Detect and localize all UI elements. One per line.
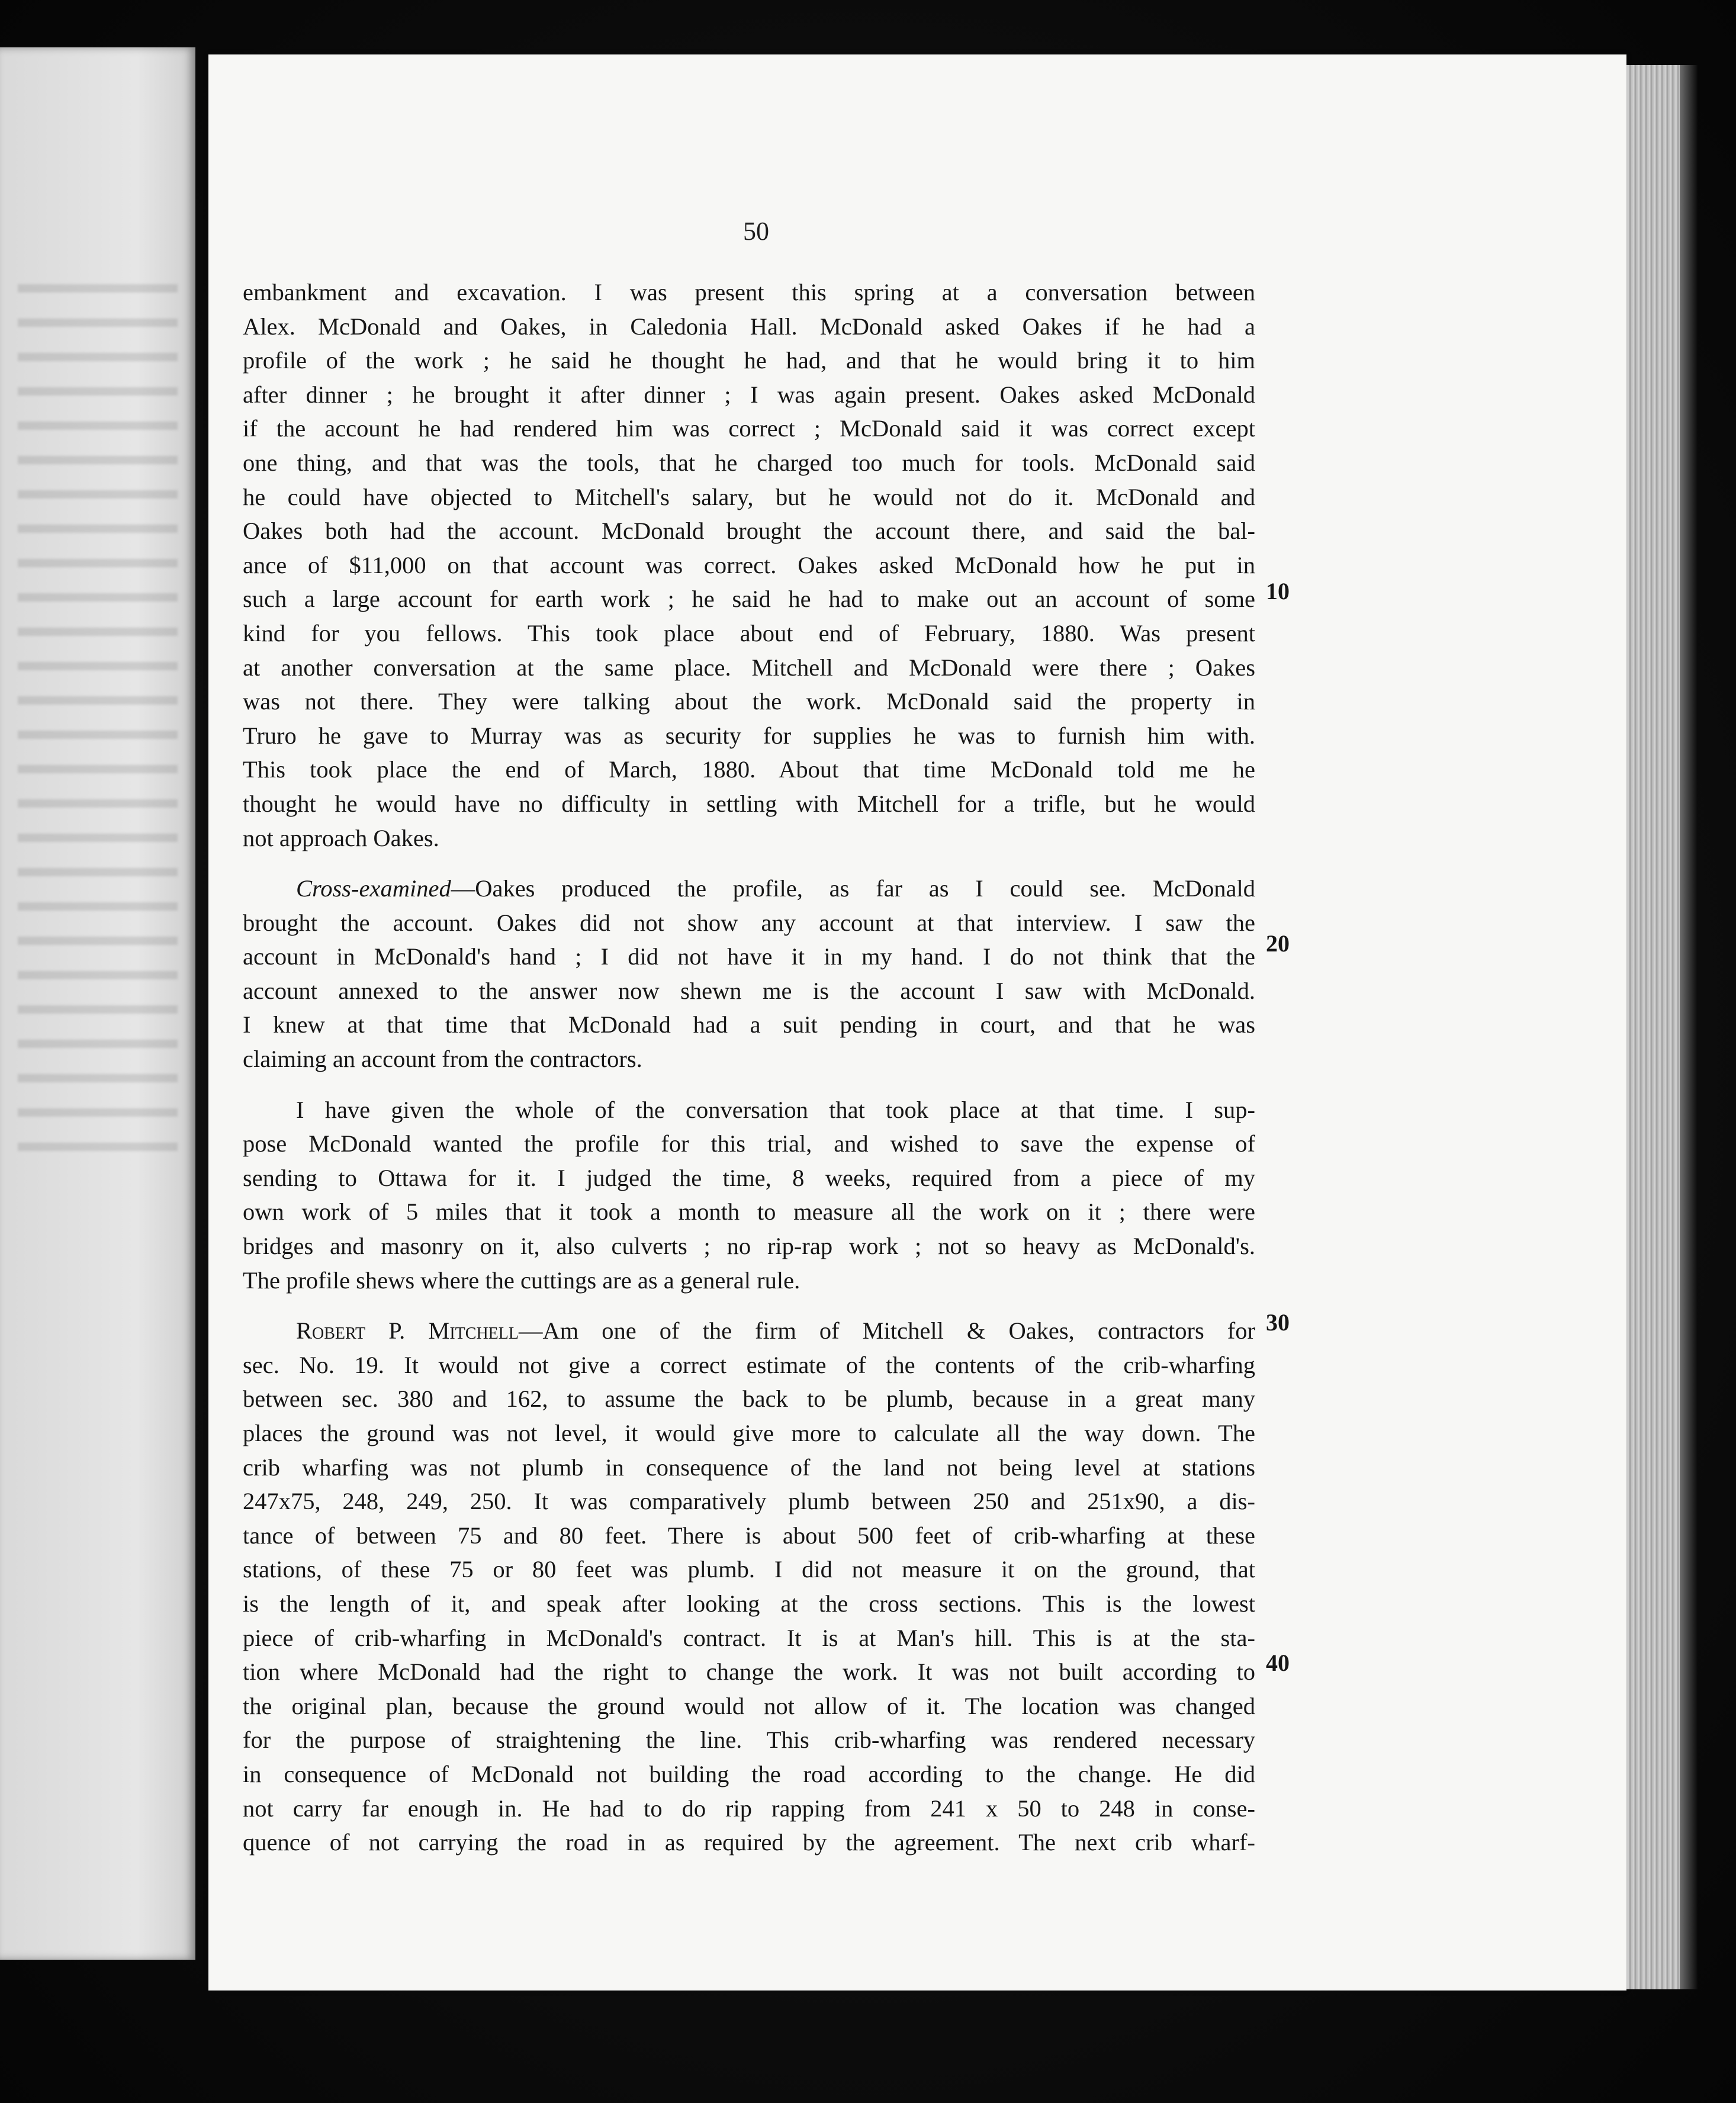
text-line: in consequence of McDonald not building the road according to the change. He did	[243, 1760, 1255, 1787]
text-line: I have given the whole of the conversation that took place at that time. I sup-	[296, 1096, 1255, 1123]
paragraph-cross-examination	[243, 872, 1255, 1076]
text-line: bridges and masonry on it, also culverts ; no rip-rap work ; not so heavy as McDonald's.	[243, 1233, 1255, 1260]
text-line: embankment and excavation. I was present this spring at a conversation between	[243, 279, 1255, 306]
text-line: I knew at that time that McDonald had a suit pending in court, and that he was	[243, 1011, 1255, 1038]
text-line: Truro he gave to Murray was as security for supplies he was to furnish him with.	[243, 722, 1255, 749]
facing-page-left	[0, 47, 195, 1960]
paragraph-mitchell-testimony	[243, 1314, 1255, 1860]
text-line: for the purpose of straightening the line. This crib-wharfing was rendered necessary	[243, 1726, 1255, 1754]
facing-page-bleed-text	[18, 284, 178, 1172]
text-line: own work of 5 miles that it took a month to measure all the work on it ; there were	[243, 1198, 1255, 1226]
text-line: The profile shews where the cuttings are as a general rule.	[243, 1266, 801, 1294]
line-number-marker: 40	[1266, 1649, 1290, 1676]
text-line: he could have objected to Mitchell's salary, but he would not do it. McDonald and	[243, 483, 1255, 510]
text-line: tance of between 75 and 80 feet. There is about 500 feet of crib-wharfing at these	[243, 1522, 1255, 1549]
text-line-rest: —Am one of the firm of Mitchell & Oakes, contractors for	[519, 1317, 1255, 1345]
text-line: brought the account. Oakes did not show any account at that interview. I saw the	[243, 909, 1255, 936]
text-line: the original plan, because the ground would not allow of it. The location was changed	[243, 1692, 1255, 1719]
text-line: account in McDonald's hand ; I did not have it in my hand. I do not think that the	[243, 943, 1255, 970]
text-line: kind for you fellows. This took place about end of February, 1880. Was present	[243, 619, 1255, 647]
text-line: sending to Ottawa for it. I judged the time, 8 weeks, required from a piece of my	[243, 1164, 1255, 1191]
text-line: such a large account for earth work ; he said he had to make out an account of some	[243, 586, 1255, 613]
text-line-rest: —Oakes produced the profile, as far as I could see. McDonald	[451, 875, 1255, 902]
text-line: not approach Oakes.	[243, 824, 439, 851]
paragraph-conversation	[243, 1093, 1255, 1298]
text-line: at another conversation at the same place. Mitchell and McDonald were there ; Oakes	[243, 654, 1255, 681]
text-line: was not there. They were talking about the work. McDonald said the property in	[243, 688, 1255, 715]
line-number-marker: 20	[1266, 930, 1290, 957]
text-line: profile of the work ; he said he thought he had, and that he would bring it to him	[243, 347, 1255, 374]
text-line: 247x75, 248, 249, 250. It was comparatively plumb between 250 and 251x90, a dis-	[243, 1488, 1255, 1515]
cross-examined-heading: Cross-examined	[296, 875, 451, 902]
text-line: ance of $11,000 on that account was correct. Oakes asked McDonald how he put in	[243, 551, 1255, 578]
text-line: Alex. McDonald and Oakes, in Caledonia Hall. McDonald asked Oakes if he had a	[243, 313, 1255, 340]
text-line: if the account he had rendered him was correct ; McDonald said it was correct except	[243, 415, 1255, 442]
text-line: tion where McDonald had the right to change the work. It was not built according to	[243, 1658, 1255, 1686]
text-line: crib wharfing was not plumb in consequence of the land not being level at stations	[243, 1454, 1255, 1481]
text-line: places the ground was not level, it would give more to calculate all the way down. The	[243, 1420, 1255, 1446]
text-line: account annexed to the answer now shewn me is the account I saw with McDonald.	[243, 977, 1255, 1004]
text-line: is the length of it, and speak after looking at the cross sections. This is the lowest	[243, 1590, 1255, 1617]
text-line: thought he would have no difficulty in settling with Mitchell for a trifle, but he would	[243, 790, 1255, 817]
text-line: pose McDonald wanted the profile for this trial, and wished to save the expense of	[243, 1130, 1255, 1157]
text-line: one thing, and that was the tools, that he charged too much for tools. McDonald said	[243, 449, 1255, 476]
page-number: 50	[743, 217, 769, 246]
line-number-marker: 30	[1266, 1309, 1290, 1336]
witness-name: Robert P. Mitchell	[296, 1317, 519, 1345]
text-line-with-lead	[243, 1314, 1255, 1348]
paragraph-testimony	[243, 275, 1255, 855]
text-line: This took place the end of March, 1880. About that time McDonald told me he	[243, 756, 1255, 783]
text-line: after dinner ; he brought it after dinner ; I was again present. Oakes asked McDonald	[243, 381, 1255, 408]
text-line: sec. No. 19. It would not give a correct estimate of the contents of the crib-wharfing	[243, 1351, 1255, 1378]
text-line: between sec. 380 and 162, to assume the back to be plumb, because in a great many	[243, 1385, 1255, 1413]
page-stack-edge	[1626, 65, 1680, 1989]
text-line: Oakes both had the account. McDonald brought the account there, and said the bal-	[243, 517, 1255, 545]
text-line: piece of crib-wharfing in McDonald's contract. It is at Man's hill. This is at the sta-	[243, 1624, 1255, 1651]
text-line: stations, of these 75 or 80 feet was plumb. I did not measure it on the ground, that	[243, 1556, 1255, 1583]
text-line: quence of not carrying the road in as required by the agreement. The next crib wharf-	[243, 1829, 1255, 1856]
text-line: claiming an account from the contractors.	[243, 1046, 642, 1073]
page-edge-shadow	[1680, 65, 1698, 1989]
text-line-with-lead	[243, 872, 1255, 906]
body-text	[243, 275, 1255, 1860]
line-number-marker: 10	[1266, 578, 1290, 604]
text-line: not carry far enough in. He had to do rip rapping from 241 x 50 to 248 in conse-	[243, 1795, 1255, 1822]
